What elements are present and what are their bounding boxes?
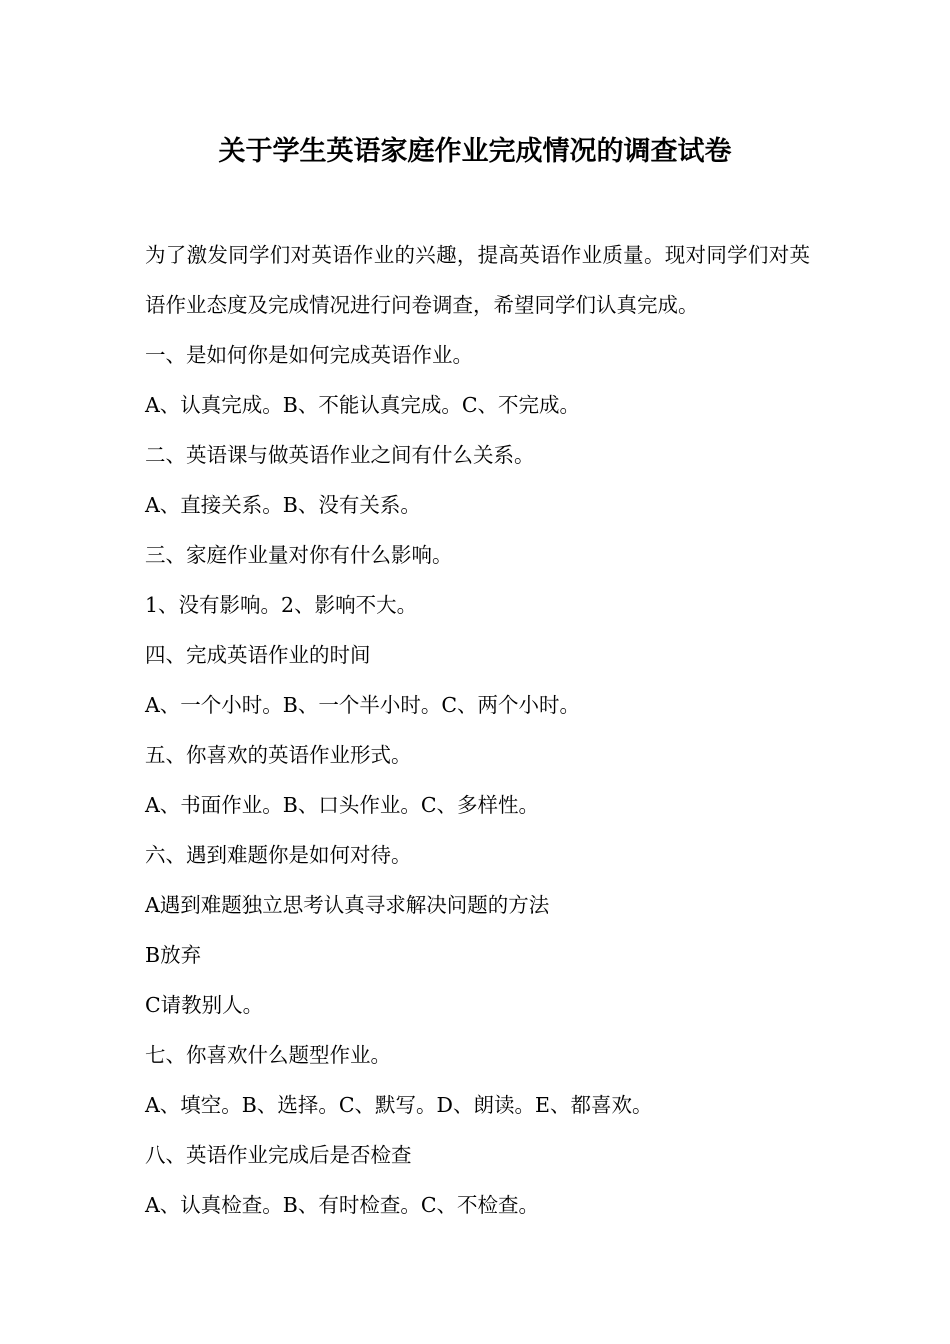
question-7: 七、你喜欢什么题型作业。 — [145, 1043, 391, 1067]
answer-options-5: A、书面作业。B、口头作业。C、多样性。 — [145, 793, 540, 817]
answer-options-3: 1、没有影响。2、影响不大。 — [145, 593, 418, 617]
question-4: 四、完成英语作业的时间 — [145, 643, 371, 667]
question-8: 八、英语作业完成后是否检查 — [145, 1143, 412, 1167]
intro-paragraph: 为了激发同学们对英语作业的兴趣，提高英语作业质量。现对同学们对英语作业态度及完成情况进行问卷调查，希望同学们认真完成。 — [145, 243, 810, 317]
question-3: 三、家庭作业量对你有什么影响。 — [145, 543, 453, 567]
question-1: 一、是如何你是如何完成英语作业。 — [145, 343, 473, 367]
question-6: 六、遇到难题你是如何对待。 — [145, 843, 412, 867]
answer-options-4: A、一个小时。B、一个半小时。C、两个小时。 — [145, 693, 581, 717]
answer-option-6b: B放弃 — [145, 943, 202, 967]
document-title: 关于学生英语家庭作业完成情况的调查试卷 — [218, 136, 732, 167]
answer-option-6a: A遇到难题独立思考认真寻求解决问题的方法 — [145, 893, 550, 917]
answer-option-6c: C请教别人。 — [145, 993, 264, 1017]
answer-options-2: A、直接关系。B、没有关系。 — [145, 493, 421, 517]
answer-options-7: A、填空。B、选择。C、默写。D、朗读。E、都喜欢。 — [145, 1093, 653, 1117]
document-body — [145, 230, 810, 1230]
question-2: 二、英语课与做英语作业之间有什么关系。 — [145, 443, 535, 467]
answer-options-8: A、认真检查。B、有时检查。C、不检查。 — [145, 1193, 540, 1217]
question-5: 五、你喜欢的英语作业形式。 — [145, 743, 412, 767]
answer-options-1: A、认真完成。B、不能认真完成。C、不完成。 — [145, 393, 581, 417]
